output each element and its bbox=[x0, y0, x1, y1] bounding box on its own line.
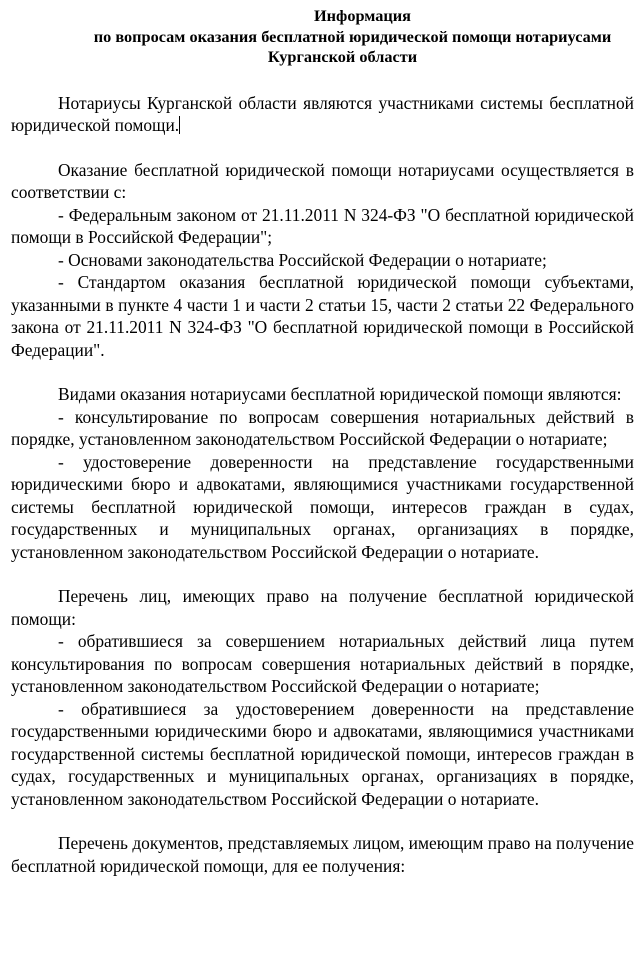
types-lead: Видами оказания нотариусами бесплатной юридической помощи являются: bbox=[58, 384, 622, 404]
persons-item-consulting: - обратившиеся за совершением нотариальных действий лица путем консультирования по вопросам совершения нотариальных действий в порядке, установленном законодательством Российской Федерации о нотариате; bbox=[11, 631, 634, 696]
basis-item-foundations: - Основами законодательства Российской Федерации о нотариате; bbox=[58, 249, 547, 270]
intro-text: Нотариусы Курганской области являются участниками системы бесплатной юридической помощи. bbox=[11, 92, 634, 135]
intro-paragraph bbox=[11, 92, 634, 137]
types-item-power-of-attorney: - удостоверение доверенности на представление государственными юридическими бюро и адвокатами, являющимися участниками государственной системы бесплатной юридической помощи, интересов граждан в судах, государственных и муниципальных органах, организациях в порядке, установленном законодательством Российской Федерации о нотариате. bbox=[11, 451, 634, 562]
document-title bbox=[11, 6, 634, 68]
types-item-consulting: - консультирование по вопросам совершения нотариальных действий в порядке, установленном законодательством Российской Федерации о нотариате; bbox=[11, 406, 634, 449]
document-page bbox=[11, 6, 634, 877]
persons-lead: Перечень лиц, имеющих право на получение бесплатной юридической помощи: bbox=[11, 586, 634, 629]
title-line-1: Информация bbox=[314, 6, 411, 25]
title-line-3: Курганской области bbox=[267, 47, 418, 66]
documents-lead: Перечень документов, представляемых лицом, имеющим право на получение бесплатной юридической помощи, для ее получения: bbox=[11, 833, 634, 876]
basis-item-law: - Федеральным законом от 21.11.2011 N 324-ФЗ "О бесплатной юридической помощи в Российской Федерации"; bbox=[11, 204, 634, 247]
basis-lead: Оказание бесплатной юридической помощи нотариусами осуществляется в соответствии с: bbox=[11, 159, 634, 202]
title-line-2: по вопросам оказания бесплатной юридической помощи нотариусами bbox=[93, 26, 612, 46]
basis-item-standard: - Стандартом оказания бесплатной юридической помощи субъектами, указанными в пункте 4 части 1 и части 2 статьи 15, части 2 статьи 22 Федерального закона от 21.11.2011 N 324-ФЗ "О бесплатной юридической помощи в Российской Федерации". bbox=[11, 272, 634, 360]
text-cursor bbox=[179, 116, 180, 134]
persons-item-power-of-attorney: - обратившиеся за удостоверением доверенности на представление государственными юридическими бюро и адвокатами, являющимися участниками государственной системы бесплатной юридической помощи, интересов граждан в судах, государственных и муниципальных органах, организациях в порядке, установленном законодательством Российской Федерации о нотариате. bbox=[11, 698, 634, 809]
